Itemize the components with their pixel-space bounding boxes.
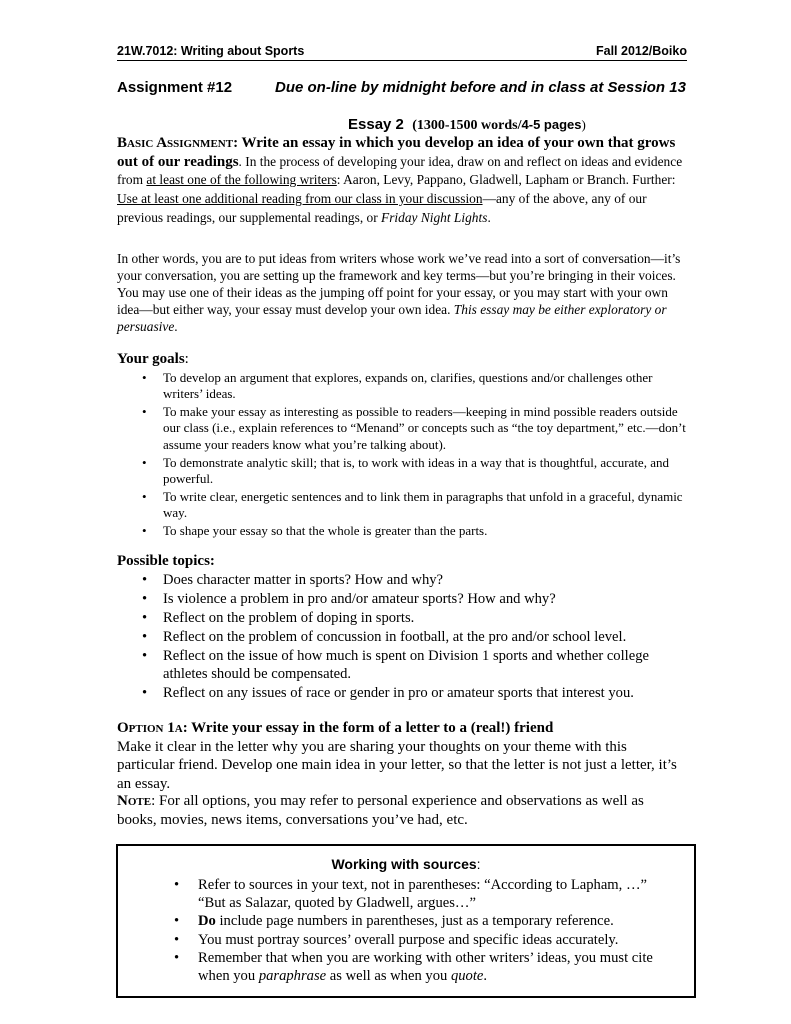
note-text: : For all options, you may refer to personal experience and observations as well as books, movies, news items, conversations you’ve had, etc. — [117, 793, 644, 828]
option-heading: : Write your essay in the form of a letter to a (real!) friend — [182, 720, 554, 736]
italic-paraphrase: paraphrase — [258, 967, 327, 984]
basic-lead: Write an essay in which you develop an idea of your own that grows out of our readings — [117, 135, 676, 170]
due-date: Due on-line by midnight before and in class at Session 13 — [275, 79, 686, 96]
topics-heading: Possible topics: — [117, 553, 215, 569]
basic-text-1: . In the process of developing your idea, draw on and reflect on ideas and evidence from — [117, 153, 683, 188]
assignment-number: Assignment #12 — [117, 79, 233, 96]
option-label: Option 1a — [117, 720, 183, 736]
essay-paren: ) — [581, 117, 586, 132]
list-item: • Reflect on the issue of how much is spent on Division 1 sports and whether college athletes should be compensated. — [117, 648, 687, 683]
list-item: • To write clear, energetic sentences and to link them in paragraphs that unfold in a graceful, dynamic way. — [117, 489, 687, 522]
box-title-text: Working with sources — [331, 856, 477, 872]
basic-end: . — [487, 209, 491, 225]
basic-colon: : — [233, 135, 239, 151]
term-label: Fall 2012/Boiko — [595, 44, 687, 58]
list-item: • To develop an argument that explores, expands on, clarifies, questions and/or challenges other writers’ ideas. — [117, 370, 687, 403]
page-header — [117, 44, 687, 61]
basic-italic: Friday Night Lights — [381, 209, 488, 225]
essay-name: Essay 2 — [348, 116, 404, 133]
essay-word-count: (1300-1500 words/ — [412, 118, 522, 133]
option-paragraph — [117, 719, 687, 794]
list-item: • Refer to sources in your text, not in parentheses: “According to Lapham, …” “But as Salazar, quoted by Gladwell, argues…” — [156, 877, 676, 912]
list-item: • Does character matter in sports? How and why? — [117, 572, 687, 590]
other-words-end: . — [174, 319, 178, 334]
essay-page-count: 4-5 pages — [521, 117, 582, 132]
list-item: • To demonstrate analytic skill; that is, to work with ideas in a way that is thoughtful, accurate, and powerful. — [117, 455, 687, 488]
option-text: Make it clear in the letter why you are sharing your thoughts on your theme with this particular friend. Develop one main idea in your letter, so that the letter is not just a letter, it’s an essay. — [117, 738, 677, 793]
list-item: • To make your essay as interesting as possible to readers—keeping in mind possible readers outside our class (i.e., explain references to “Menand” or concepts such as “the toy department,” etc.—don’t assume your readers know what you’re talking about). — [117, 404, 687, 453]
list-item: • Reflect on the problem of doping in sports. — [117, 610, 687, 628]
goals-heading-text: Your goals — [117, 351, 185, 367]
item-text: . — [483, 967, 488, 984]
assignment-line — [117, 79, 717, 96]
other-words-italic: This essay may be either exploratory or persuasive — [117, 302, 667, 334]
basic-underline-2: Use at least one additional reading from our class in your discussion — [117, 191, 483, 207]
basic-text-2: : Aaron, Levy, Pappano, Gladwell, Lapham or Branch. Further: — [336, 172, 676, 188]
basic-text-3: —any of the above, any of our previous readings, our supplemental readings, or — [117, 191, 647, 225]
basic-assignment-paragraph — [117, 134, 687, 228]
list-item: • To shape your essay so that the whole is greater than the parts. — [117, 523, 687, 539]
list-item — [156, 950, 676, 985]
list-item: • Reflect on the problem of concussion in football, at the pro and/or school level. — [117, 629, 687, 647]
item-text: Remember that when you are working with other writers’ ideas, you must cite when you — [198, 950, 653, 984]
goals-list — [117, 370, 687, 541]
italic-quote: quote — [450, 967, 484, 984]
goals-colon: : — [184, 351, 189, 367]
item-text: as well as when you — [326, 967, 451, 984]
list-item: • Is violence a problem in pro and/or amateur sports? How and why? — [117, 591, 687, 609]
list-item: • You must portray sources’ overall purpose and specific ideas accurately. — [156, 932, 676, 950]
other-words-text: In other words, you are to put ideas from writers whose work we’ve read into a sort of conversation—it’s your conversation, you are setting up the framework and key terms—but you’re bringing in their voices. You may use one of their ideas as the jumping off point for your essay, or you may start with your own idea—but either way, your essay must develop your own idea. — [117, 251, 681, 317]
note-paragraph — [117, 792, 687, 829]
box-title-colon: : — [476, 856, 481, 872]
item-text: include page numbers in parentheses, just as a temporary reference. — [215, 913, 614, 929]
basic-assignment-label: Basic Assignment — [117, 135, 234, 151]
goals-heading — [117, 351, 189, 368]
basic-underline-1: at least one of the following writers — [146, 172, 337, 188]
box-title — [118, 856, 694, 872]
other-words-paragraph — [117, 250, 687, 335]
note-label: Note — [117, 793, 152, 809]
bold-do: Do — [198, 913, 216, 929]
course-title: 21W.7012: Writing about Sports — [117, 44, 305, 58]
sources-list — [156, 877, 676, 986]
list-item: • Reflect on any issues of race or gender in pro or amateur sports that interest you. — [117, 685, 687, 703]
essay-title — [348, 116, 586, 134]
list-item — [156, 913, 676, 931]
topics-list — [117, 572, 687, 704]
working-with-sources-box — [116, 844, 696, 998]
